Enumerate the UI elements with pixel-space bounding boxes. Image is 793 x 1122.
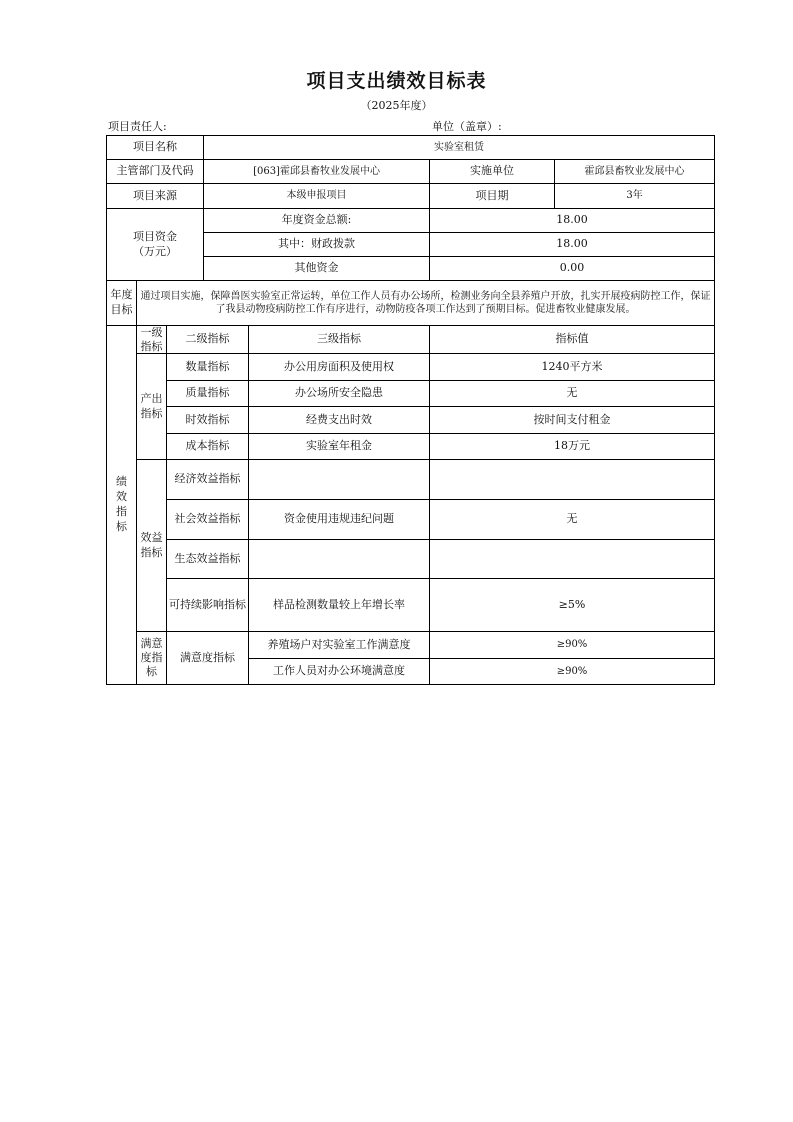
benefit-row bbox=[107, 579, 715, 632]
level3-cell: 养殖场户对实验室工作满意度 bbox=[249, 632, 430, 659]
output-indicator-label: 产出 指标 bbox=[137, 354, 167, 460]
level2-cell: 经济效益指标 bbox=[167, 460, 249, 500]
value-cell bbox=[430, 460, 715, 500]
department-row bbox=[107, 160, 715, 184]
level2-cell: 可持续影响指标 bbox=[167, 579, 249, 632]
level2-cell: 社会效益指标 bbox=[167, 500, 249, 540]
satisfaction-indicator-label: 满意 度指 标 bbox=[137, 632, 167, 685]
level2-header: 二级指标 bbox=[167, 326, 249, 354]
project-name-row bbox=[107, 136, 715, 160]
level3-cell bbox=[249, 540, 430, 579]
funds-total-row bbox=[107, 209, 715, 233]
benefit-row bbox=[107, 460, 715, 500]
level2-cell: 生态效益指标 bbox=[167, 540, 249, 579]
project-name-value: 实验室租赁 bbox=[204, 136, 715, 160]
department-label: 主管部门及代码 bbox=[107, 160, 204, 184]
value-cell: ≥90% bbox=[430, 632, 715, 659]
implementing-unit-value: 霍邱县畜牧业发展中心 bbox=[555, 160, 715, 184]
level2-cell: 质量指标 bbox=[167, 381, 249, 407]
project-name-label: 项目名称 bbox=[107, 136, 204, 160]
value-cell: 1240平方米 bbox=[430, 354, 715, 381]
value-cell: 按时间支付租金 bbox=[430, 407, 715, 434]
level2-cell: 数量指标 bbox=[167, 354, 249, 381]
project-funds-label: 项目资金 （万元） bbox=[107, 209, 204, 281]
benefit-indicator-label: 效益 指标 bbox=[137, 460, 167, 632]
funds-other-value: 0.00 bbox=[430, 257, 715, 281]
level2-cell: 时效指标 bbox=[167, 407, 249, 434]
level3-header: 三级指标 bbox=[249, 326, 430, 354]
level3-cell: 样品检测数量较上年增长率 bbox=[249, 579, 430, 632]
page-title: 项目支出绩效目标表 bbox=[306, 70, 487, 92]
project-source-label: 项目来源 bbox=[107, 184, 204, 209]
satisfaction-level2-cell: 满意度指标 bbox=[167, 632, 249, 685]
funds-fiscal-label: 其中：财政拨款 bbox=[204, 233, 430, 257]
value-cell: 无 bbox=[430, 381, 715, 407]
funds-total-value: 18.00 bbox=[430, 209, 715, 233]
level3-cell: 办公场所安全隐患 bbox=[249, 381, 430, 407]
value-cell bbox=[430, 540, 715, 579]
value-cell: 18万元 bbox=[430, 434, 715, 460]
source-row bbox=[107, 184, 715, 209]
level3-cell: 办公用房面积及使用权 bbox=[249, 354, 430, 381]
level3-cell bbox=[249, 460, 430, 500]
output-row bbox=[107, 434, 715, 460]
benefit-row bbox=[107, 500, 715, 540]
benefit-row bbox=[107, 540, 715, 579]
funds-other-label: 其他资金 bbox=[204, 257, 430, 281]
annual-goal-text: 通过项目实施，保障兽医实验室正常运转，单位工作人员有办公场所，检测业务向全县养殖户开放，扎实开展疫病防控工作，保证了我县动物疫病防控工作有序进行，动物防疫各项工作达到了预期目标。促进畜牧业健康发展。 bbox=[137, 281, 715, 326]
performance-indicator-label: 绩 效 指 标 bbox=[107, 326, 137, 685]
unit-seal-label: 单位（盖章）: bbox=[432, 120, 502, 133]
level3-cell: 经费支出时效 bbox=[249, 407, 430, 434]
output-row bbox=[107, 407, 715, 434]
funds-fiscal-value: 18.00 bbox=[430, 233, 715, 257]
department-value: [063]霍邱县畜牧业发展中心 bbox=[204, 160, 430, 184]
performance-target-table bbox=[106, 135, 715, 685]
level2-cell: 成本指标 bbox=[167, 434, 249, 460]
value-header: 指标值 bbox=[430, 326, 715, 354]
project-period-label: 项目期 bbox=[430, 184, 555, 209]
indicator-header-row bbox=[107, 326, 715, 354]
funds-total-label: 年度资金总额: bbox=[204, 209, 430, 233]
implementing-unit-label: 实施单位 bbox=[430, 160, 555, 184]
value-cell: ≥5% bbox=[430, 579, 715, 632]
responsible-person-label: 项目责任人: bbox=[108, 120, 167, 133]
output-row bbox=[107, 354, 715, 381]
level3-cell: 工作人员对办公环境满意度 bbox=[249, 659, 430, 685]
annual-goal-row bbox=[107, 281, 715, 326]
annual-goal-label: 年度 目标 bbox=[107, 281, 137, 326]
year-subtitle: （2025年度） bbox=[360, 99, 433, 112]
level3-cell: 资金使用违规违纪问题 bbox=[249, 500, 430, 540]
project-period-value: 3年 bbox=[555, 184, 715, 209]
level3-cell: 实验室年租金 bbox=[249, 434, 430, 460]
value-cell: 无 bbox=[430, 500, 715, 540]
output-row bbox=[107, 381, 715, 407]
value-cell: ≥90% bbox=[430, 659, 715, 685]
satisfaction-row bbox=[107, 632, 715, 659]
level1-header: 一级 指标 bbox=[137, 326, 167, 354]
project-source-value: 本级申报项目 bbox=[204, 184, 430, 209]
